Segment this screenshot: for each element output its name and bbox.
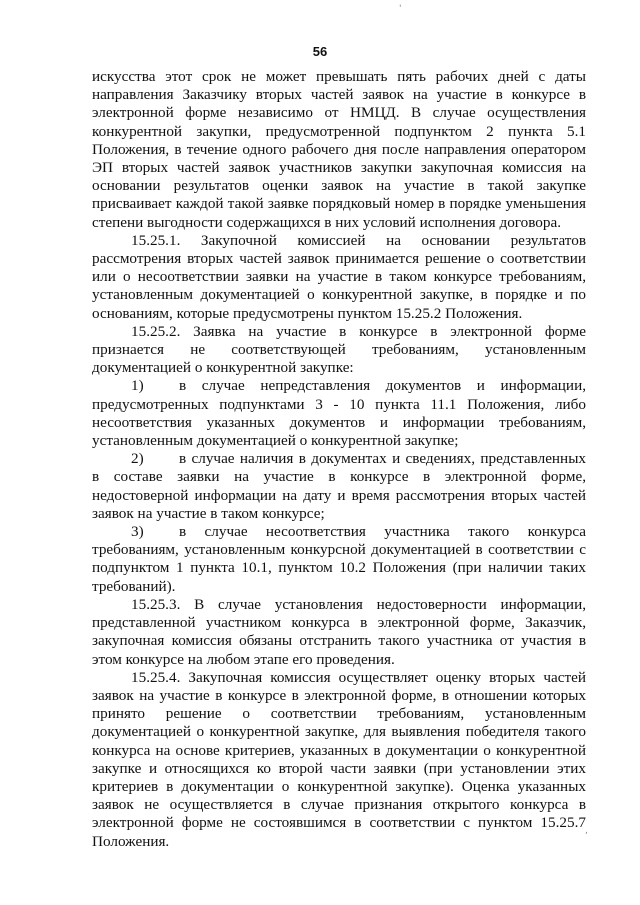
list-item-number: 1): [131, 377, 144, 395]
list-item-1: [92, 377, 586, 450]
paragraph-15-25-3: 15.25.3. В случае установления недостоверности информации, представленной участником конкурса в электронной форме, Заказчик, закупочная комиссия обязаны отстранить такого участника от участия в этом конкурсе на любом этапе его проведения.: [92, 595, 586, 668]
document-body: [92, 68, 586, 851]
list-item-number: 2): [131, 450, 144, 468]
scan-speck: ,: [585, 826, 588, 836]
paragraph-15-25-1: 15.25.1. Закупочной комиссией на основании результатов рассмотрения вторых частей заявок принимается решение о соответствии или о несоответствии заявки на участие в таком конкурсе требованиям, установленным документацией о конкурентной закупке, в порядке и по основаниям, которые предусмотрены пунктом 15.25.2 Положения.: [92, 231, 586, 322]
list-item-text: в случае несоответствия участника такого конкурса требованиям, установленным конкурсной документацией в соответствии с подпунктом 1 пункта 10.1, пунктом 10.2 Положения (при наличии таких требований).: [92, 523, 586, 595]
list-item-number: 3): [131, 523, 144, 541]
paragraph-continuation: искусства этот срок не может превышать пять рабочих дней с даты направления Заказчику вторых частей заявок на участие в конкурсе в электронной форме независимо от НМЦД. В случае осуществления конкурентной закупки, предусмотренной подпунктом 2 пункта 5.1 Положения, в течение одного рабочего дня после направления оператором ЭП вторых частей заявок участников закупки закупочная комиссия на основании результатов оценки заявок на участие в такой закупке присваивает каждой такой заявке порядковый номер в порядке уменьшения степени выгодности содержащихся в них условий исполнения договора.: [92, 68, 586, 231]
list-item-3: [92, 523, 586, 596]
list-item-text: в случае непредставления документов и информации, предусмотренных подпунктами 3 - 10 пункта 11.1 Положения, либо несоответствия указанных документов и информации требованиям, установленным документацией о конкурентной закупке;: [92, 377, 586, 450]
paragraph-15-25-4: 15.25.4. Закупочная комиссия осуществляет оценку вторых частей заявок на участие в конкурсе в электронной форме, в отношении которых принято решение о соответствии требованиям, установленным документацией о конкурентной закупке, для выявления победителя такого конкурса на основе критериев, указанных в документации о конкурентной закупке и относящихся ко второй части заявки (при установлении этих критериев в документации о конкурентной закупке). Оценка указанных заявок не осуществляется в случае признания открытого конкурса в электронной форме не состоявшимся в соответствии с пунктом 15.25.7 Положения.: [92, 668, 586, 850]
paragraph-15-25-2: 15.25.2. Заявка на участие в конкурсе в электронной форме признается не соответствующей требованиям, установленным документацией о конкурентной закупке:: [92, 322, 586, 377]
list-item-2: [92, 450, 586, 523]
page-number: 56: [312, 44, 328, 59]
list-item-text: в случае наличия в документах и сведениях, представленных в составе заявки на участие в конкурсе в электронной форме, недостоверной информации на дату и время рассмотрения вторых частей заявок на участие в таком конкурсе;: [92, 450, 586, 522]
scan-speck: ': [399, 4, 402, 14]
